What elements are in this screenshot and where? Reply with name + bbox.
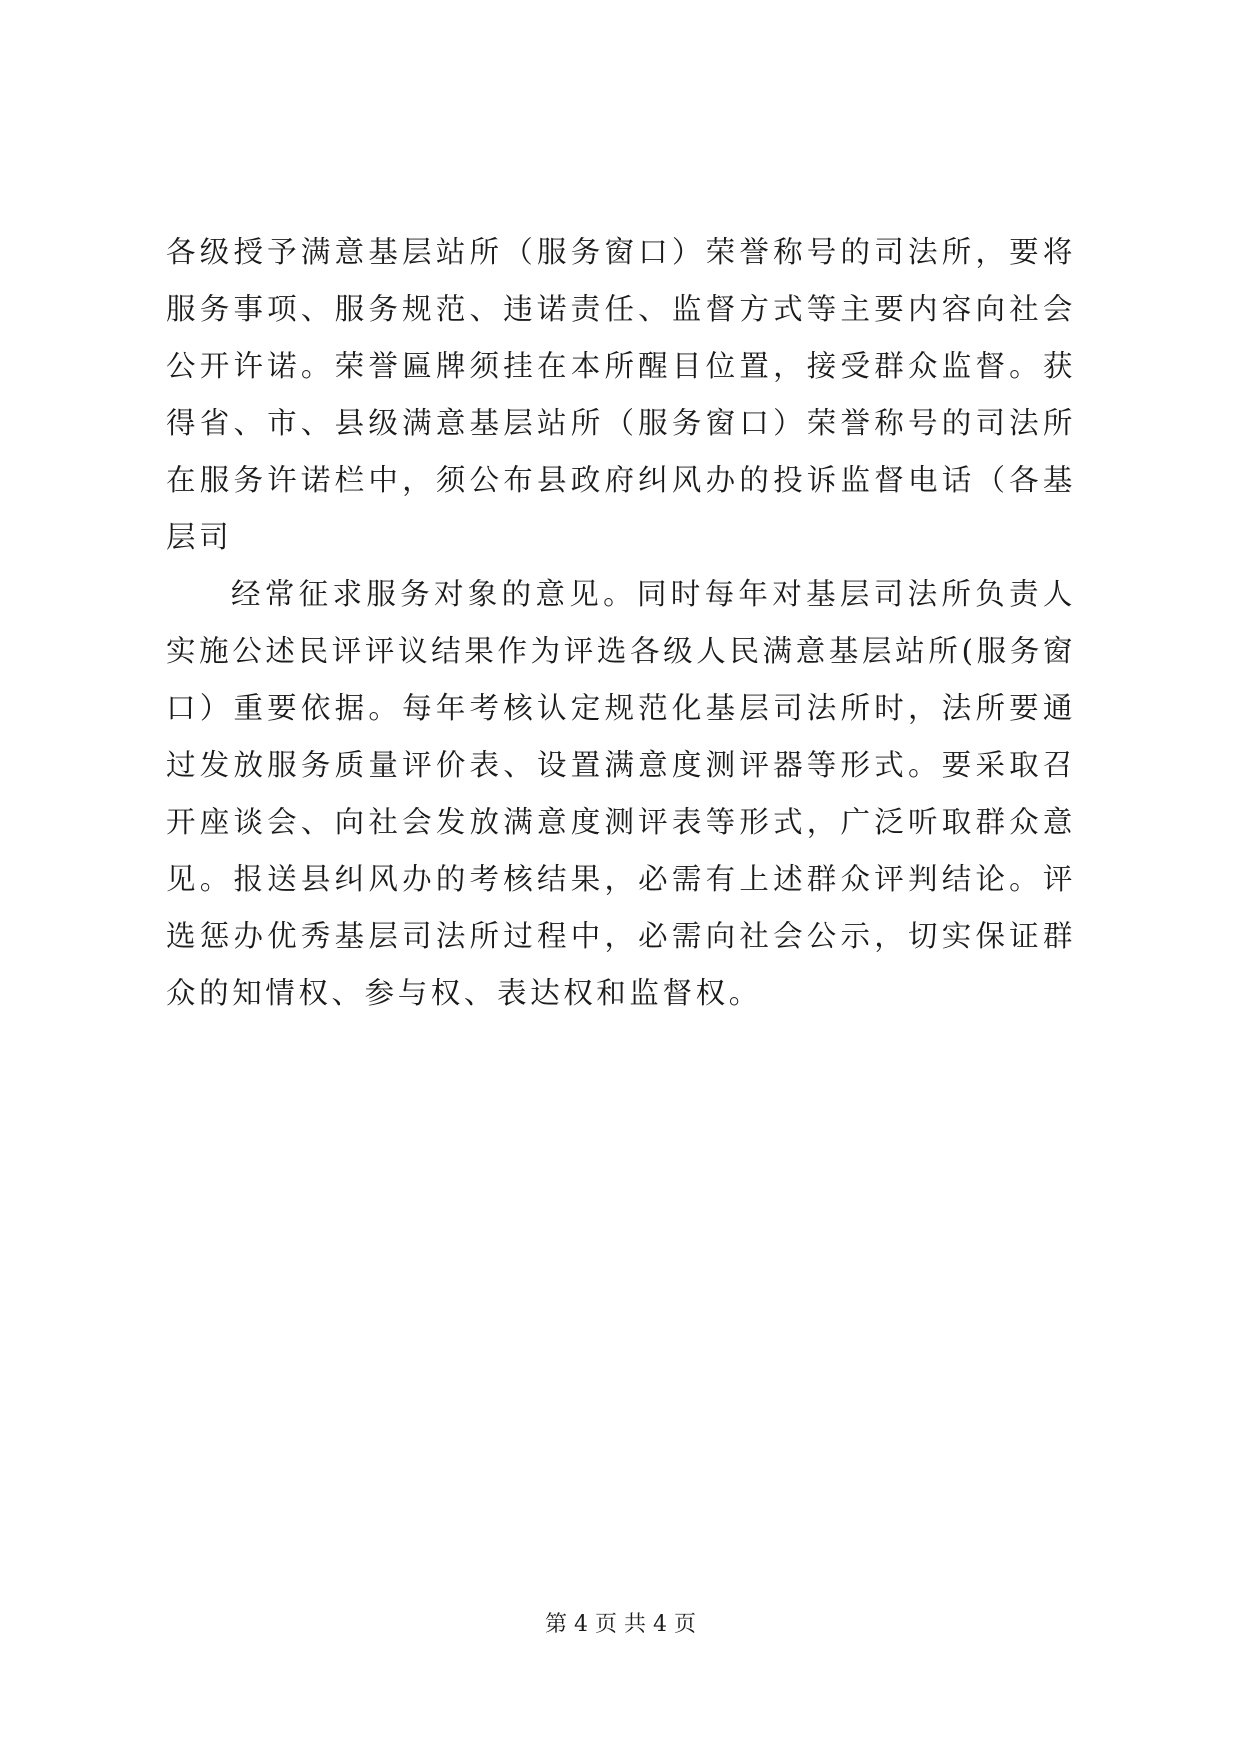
- page-number-footer: 第 4 页 共 4 页: [545, 1612, 696, 1637]
- document-body: [166, 224, 1076, 1022]
- paragraph-1: 各级授予满意基层站所（服务窗口）荣誉称号的司法所，要将服务事项、服务规范、违诺责任、监督方式等主要内容向社会公开许诺。荣誉匾牌须挂在本所醒目位置，接受群众监督。获得省、市、县级满意基层站所（服务窗口）荣誉称号的司法所在服务许诺栏中，须公布县政府纠风办的投诉监督电话（各基层司: [166, 235, 1076, 554]
- paragraph-2: 经常征求服务对象的意见。同时每年对基层司法所负责人实施公述民评评议结果作为评选各级人民满意基层站所(服务窗口）重要依据。每年考核认定规范化基层司法所时，法所要通过发放服务质量评价表、设置满意度测评器等形式。要采取召开座谈会、向社会发放满意度测评表等形式，广泛听取群众意见。报送县纠风办的考核结果，必需有上述群众评判结论。评选惩办优秀基层司法所过程中，必需向社会公示，切实保证群众的知情权、参与权、表达权和监督权。: [166, 577, 1076, 1010]
